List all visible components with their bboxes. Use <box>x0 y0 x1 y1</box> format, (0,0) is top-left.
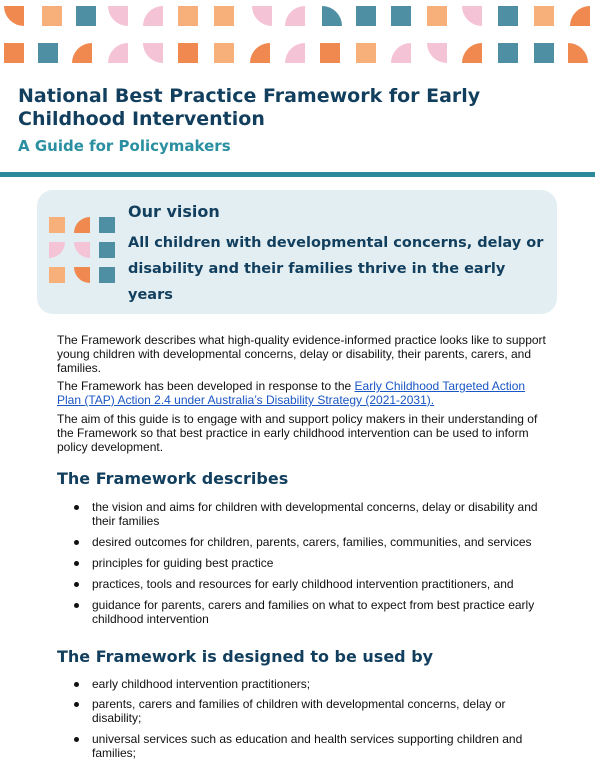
pattern-tile <box>427 43 447 63</box>
vision-statement: All children with developmental concerns, delay or disability and their families thrive in the early years <box>128 235 544 303</box>
pattern-tile <box>214 6 234 26</box>
vision-pattern-icon <box>49 217 119 287</box>
pattern-tile <box>143 43 163 63</box>
pattern-tile <box>462 6 482 26</box>
pattern-tile <box>534 6 554 26</box>
list-item-text: practices, tools and resources for early childhood intervention practitioners, and <box>92 577 514 591</box>
pattern-tile <box>49 242 65 258</box>
list-item <box>57 535 547 556</box>
list-item <box>57 677 547 697</box>
pattern-tile <box>99 267 115 283</box>
vision-heading: Our vision <box>128 202 220 221</box>
section-heading-used-by: The Framework is designed to be used by <box>57 647 434 666</box>
pattern-tile <box>38 43 58 63</box>
intro-paragraph-aim: The aim of this guide is to engage with and support policy makers in their understanding of the Framework so that best practice in early childhood intervention can be used to inform policy development. <box>57 412 538 454</box>
pattern-tile <box>108 43 128 63</box>
pattern-tile <box>250 43 270 63</box>
pattern-tile <box>570 6 590 26</box>
pattern-tile <box>72 43 92 63</box>
header-divider <box>0 172 595 177</box>
list-item <box>57 577 547 598</box>
pattern-tile <box>42 6 62 26</box>
pattern-tile <box>99 217 115 233</box>
bullet-icon <box>74 603 79 608</box>
pattern-tile <box>285 43 305 63</box>
intro-paragraph-tap <box>57 379 547 407</box>
pattern-tile <box>74 217 90 233</box>
intro-text: The Framework has been developed in response to the <box>57 379 355 393</box>
pattern-tile <box>49 217 65 233</box>
page-subtitle: A Guide for Policymakers <box>18 137 231 155</box>
pattern-tile <box>4 6 24 26</box>
pattern-tile <box>76 6 96 26</box>
pattern-tile <box>99 242 115 258</box>
used-by-list <box>57 677 547 767</box>
bullet-icon <box>74 540 79 545</box>
list-item <box>57 598 547 628</box>
list-item <box>57 556 547 577</box>
vision-callout <box>37 190 557 314</box>
list-item-text: universal services such as education and health services supporting children and families; <box>92 732 523 760</box>
pattern-tile <box>214 43 234 63</box>
list-item <box>57 732 547 767</box>
pattern-tile <box>285 6 305 26</box>
pattern-tile <box>74 267 90 283</box>
pattern-tile <box>4 43 24 63</box>
tap-link[interactable]: Early Childhood Targeted Action Plan (TAP) Action 2.4 under Australia’s Disability Strategy (2021-2031). <box>57 379 526 407</box>
list-item-text: desired outcomes for children, parents, carers, families, communities, and services <box>92 535 532 549</box>
pattern-tile <box>322 6 342 26</box>
pattern-tile <box>356 6 376 26</box>
decorative-pattern-header <box>0 0 595 72</box>
pattern-tile <box>462 43 482 63</box>
bullet-icon <box>74 505 79 510</box>
intro-paragraph: The Framework describes what high-quality evidence-informed practice looks like to support young children with developmental concerns, delay or disability, their parents, carers, and families. <box>57 333 546 375</box>
pattern-tile <box>143 6 163 26</box>
pattern-tile <box>427 6 447 26</box>
pattern-tile <box>391 6 411 26</box>
pattern-tile <box>108 6 128 26</box>
list-item-text: principles for guiding best practice <box>92 556 274 570</box>
page-title: National Best Practice Framework for Early Childhood Intervention <box>18 85 481 130</box>
list-item <box>57 697 547 732</box>
list-item-text: guidance for parents, carers and families on what to expect from best practice early childhood intervention <box>92 598 535 626</box>
bullet-icon <box>74 561 79 566</box>
pattern-tile <box>320 43 340 63</box>
pattern-tile <box>178 43 198 63</box>
section-heading-describes: The Framework describes <box>57 469 289 488</box>
pattern-tile <box>74 242 90 258</box>
list-item-text: parents, carers and families of children with developmental concerns, delay or disability; <box>92 697 506 725</box>
bullet-icon <box>74 682 79 687</box>
pattern-tile <box>356 43 376 63</box>
list-item <box>57 500 547 535</box>
pattern-tile <box>534 43 554 63</box>
describes-list <box>57 500 547 628</box>
pattern-tile <box>568 43 588 63</box>
pattern-tile <box>178 6 198 26</box>
bullet-icon <box>74 582 79 587</box>
pattern-tile <box>252 6 272 26</box>
bullet-icon <box>74 702 79 707</box>
list-item-text: early childhood intervention practitioners; <box>92 677 311 691</box>
pattern-tile <box>498 43 518 63</box>
list-item-text: the vision and aims for children with developmental concerns, delay or disability and their families <box>92 500 538 528</box>
pattern-tile <box>498 6 518 26</box>
pattern-tile <box>49 267 65 283</box>
bullet-icon <box>74 737 79 742</box>
pattern-tile <box>391 43 411 63</box>
